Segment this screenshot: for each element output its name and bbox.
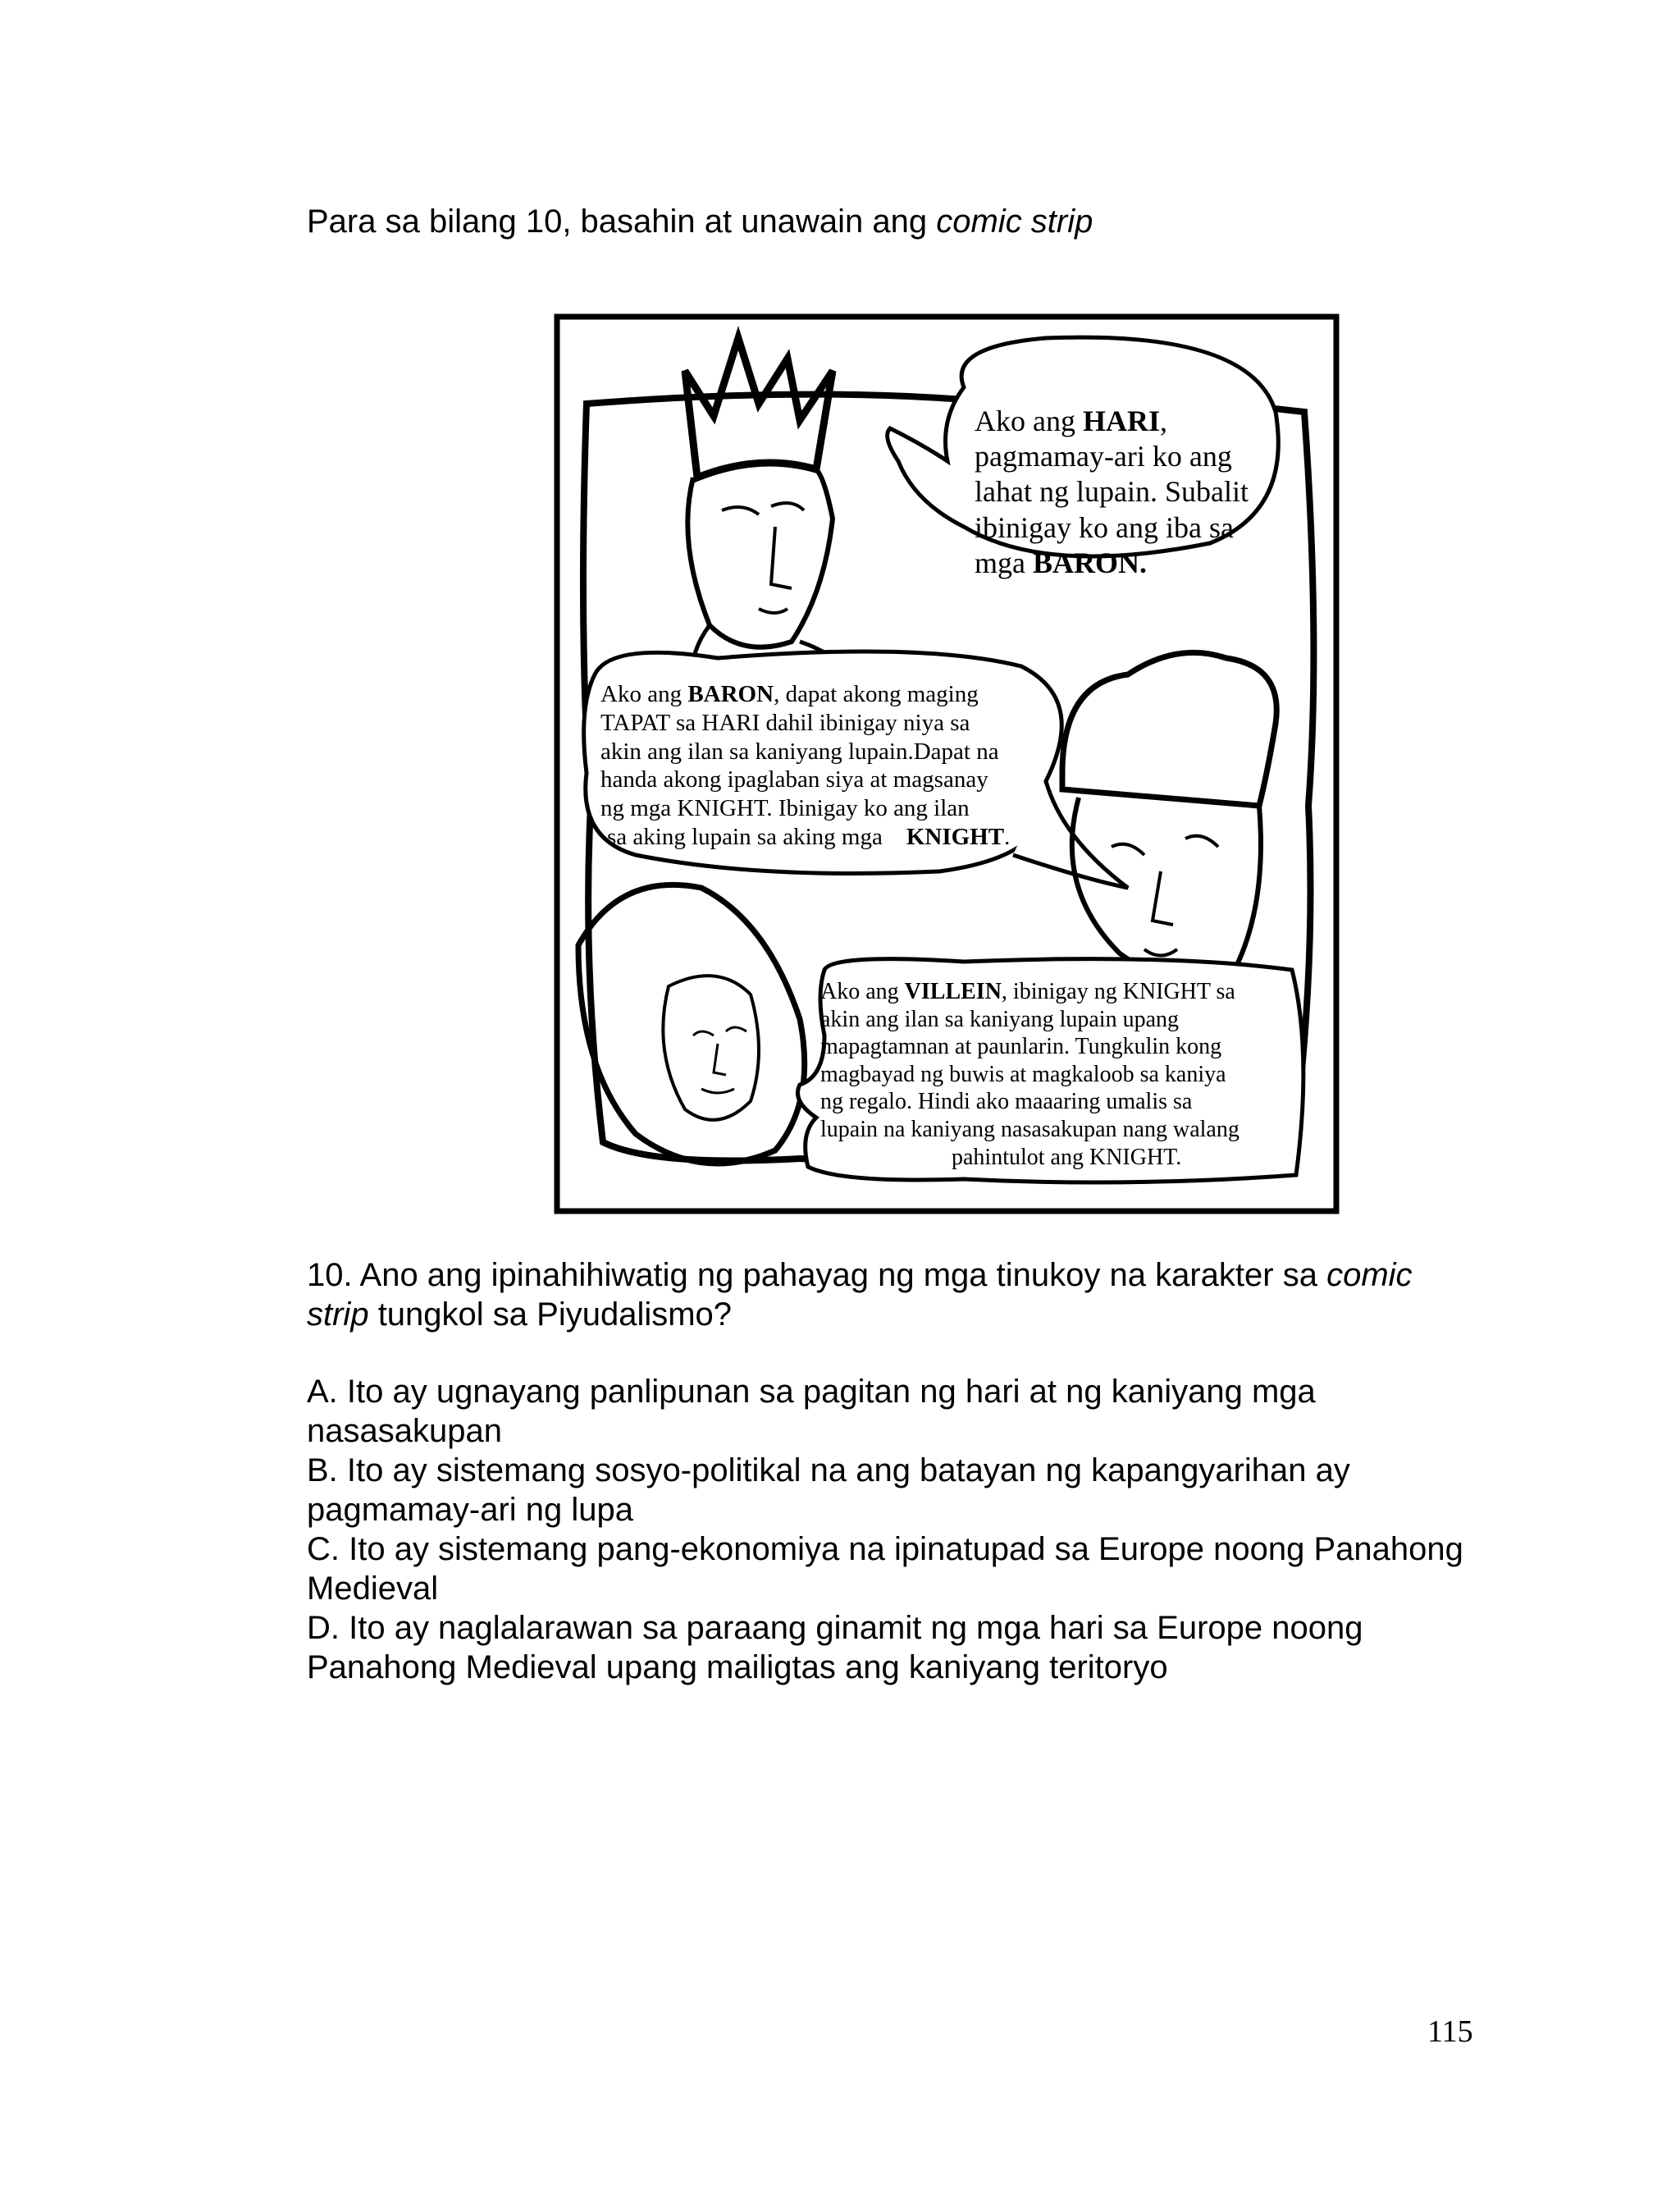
villein-speech-text <box>820 978 1239 1171</box>
knight-drawing <box>1062 652 1276 806</box>
king-face-drawing <box>687 469 833 647</box>
baron-line-5: ng mga KNIGHT. Ibinigay ko ang ilan <box>600 795 970 822</box>
question-text: 10. Ano ang ipinahihiwatig ng pahayag ng mga tinukoy na karakter sa comic strip tungkol sa Piyudalismo? <box>307 1257 1413 1333</box>
king-speech-text <box>975 404 1249 581</box>
villein-line-1: Ako ang VILLEIN, ibinigay ng KNIGHT sa <box>820 979 1235 1004</box>
villein-drawing <box>578 885 805 1164</box>
choice-d: D. Ito ay naglalarawan sa paraang ginamit ng mga hari sa Europe noong Panahong Medieval upang mailigtas ang kaniyang teritoryo <box>307 1610 1363 1685</box>
hari-line-5: mga BARON. <box>975 546 1147 579</box>
hari-line-3: lahat ng lupain. Subalit <box>975 475 1249 509</box>
baron-line-4: handa akong ipaglaban siya at magsanay <box>600 766 988 793</box>
villein-line-2: akin ang ilan sa kaniyang lupain upang <box>820 1006 1179 1032</box>
baron-line-3: akin ang ilan sa kaniyang lupain.Dapat na <box>600 738 999 765</box>
hari-line-4: ibinigay ko ang iba sa <box>975 510 1234 544</box>
comic-strip <box>554 313 1340 1214</box>
villein-line-7: pahintulot ang KNIGHT. <box>952 1144 1182 1170</box>
baron-line-1: Ako ang BARON, dapat akong maging <box>600 681 979 707</box>
baron-line-2: TAPAT sa HARI dahil ibinigay niya sa <box>600 709 970 736</box>
page-number: 115 <box>1427 2014 1473 2049</box>
baron-speech-text <box>600 680 1010 852</box>
instruction-text <box>307 203 1093 240</box>
instruction-prefix: Para sa bilang 10, basahin at unawain ang <box>307 203 937 240</box>
choice-c: C. Ito ay sistemang pang-ekonomiya na ipinatupad sa Europe noong Panahong Medieval <box>307 1531 1463 1607</box>
hari-line-1: Ako ang HARI, <box>975 405 1167 437</box>
instruction-italic: comic strip <box>936 203 1093 240</box>
villein-line-4: magbayad ng buwis at magkaloob sa kaniya <box>820 1061 1226 1087</box>
choice-b: B. Ito ay sistemang sosyo-politikal na ang batayan ng kapangyarihan ay pagmamay-ari ng lupa <box>307 1452 1350 1528</box>
villein-line-6: lupain na kaniyang nasasakupan nang walang <box>820 1116 1239 1142</box>
crown-drawing <box>685 338 833 478</box>
baron-line-6: sa aking lupain sa aking mga KNIGHT. <box>607 823 1011 850</box>
choice-a: A. Ito ay ugnayang panlipunan sa pagitan ng hari at ng kaniyang mga nasasakupan <box>307 1374 1316 1449</box>
answer-choices <box>307 1372 1472 1687</box>
villein-line-3: mapagtamnan at paunlarin. Tungkulin kong <box>820 1034 1222 1060</box>
villein-line-5: ng regalo. Hindi ako maaaring umalis sa <box>820 1089 1193 1115</box>
hari-line-2: pagmamay-ari ko ang <box>975 440 1232 473</box>
